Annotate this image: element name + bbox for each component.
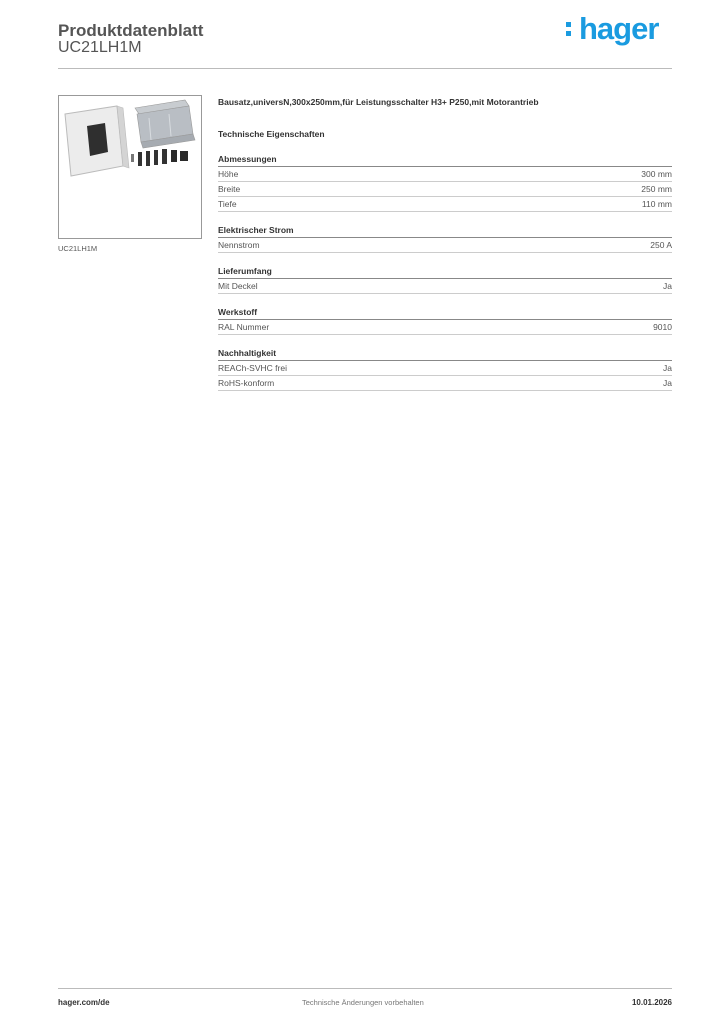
spec-value: Ja	[663, 378, 672, 388]
section-material	[218, 306, 672, 335]
product-code: UC21LH1M	[58, 39, 142, 56]
section-dimensions	[218, 153, 672, 212]
spec-label: Mit Deckel	[218, 281, 258, 291]
spec-label: Tiefe	[218, 199, 237, 209]
spec-value: 300 mm	[641, 169, 672, 179]
section-title: Abmessungen	[218, 153, 672, 167]
spec-row	[218, 279, 672, 294]
spec-content	[218, 95, 672, 391]
spec-row	[218, 320, 672, 335]
spec-row	[218, 361, 672, 376]
spec-row	[218, 182, 672, 197]
spec-row	[218, 197, 672, 212]
section-electrical	[218, 224, 672, 253]
spec-value: 9010	[653, 322, 672, 332]
spec-row	[218, 167, 672, 182]
section-title: Lieferumfang	[218, 265, 672, 279]
spec-value: Ja	[663, 363, 672, 373]
section-title: Elektrischer Strom	[218, 224, 672, 238]
logo-colon-icon	[566, 22, 572, 40]
spec-value: 250 A	[650, 240, 672, 250]
section-delivery	[218, 265, 672, 294]
product-image	[58, 95, 202, 239]
spec-label: RoHS-konform	[218, 378, 275, 388]
spec-label: Nennstrom	[218, 240, 260, 250]
footer-website-link[interactable]: hager.com/de	[58, 998, 110, 1007]
header-divider	[58, 68, 672, 69]
spec-label: Höhe	[218, 169, 239, 179]
spec-label: RAL Nummer	[218, 322, 270, 332]
page-title: Produktdatenblatt	[58, 21, 204, 40]
footer-date: 10.01.2026	[631, 998, 672, 1007]
footer-disclaimer: Technische Änderungen vorbehalten	[302, 998, 424, 1007]
footer-divider	[58, 988, 672, 989]
spec-value: 250 mm	[641, 184, 672, 194]
spec-row	[218, 376, 672, 391]
tech-heading: Technische Eigenschaften	[218, 129, 325, 139]
section-title: Nachhaltigkeit	[218, 347, 672, 361]
image-caption: UC21LH1M	[58, 244, 98, 253]
product-illustration	[59, 96, 201, 238]
section-sustainability	[218, 347, 672, 391]
spec-row	[218, 238, 672, 253]
spec-value: 110 mm	[641, 199, 672, 209]
product-description: Bausatz,universN,300x250mm,für Leistungsschalter H3+ P250,mit Motorantrieb	[218, 97, 539, 107]
spec-label: REACh-SVHC frei	[218, 363, 287, 373]
spec-value: Ja	[663, 281, 672, 291]
section-title: Werkstoff	[218, 306, 672, 320]
logo-text: hager	[579, 11, 659, 46]
spec-label: Breite	[218, 184, 241, 194]
